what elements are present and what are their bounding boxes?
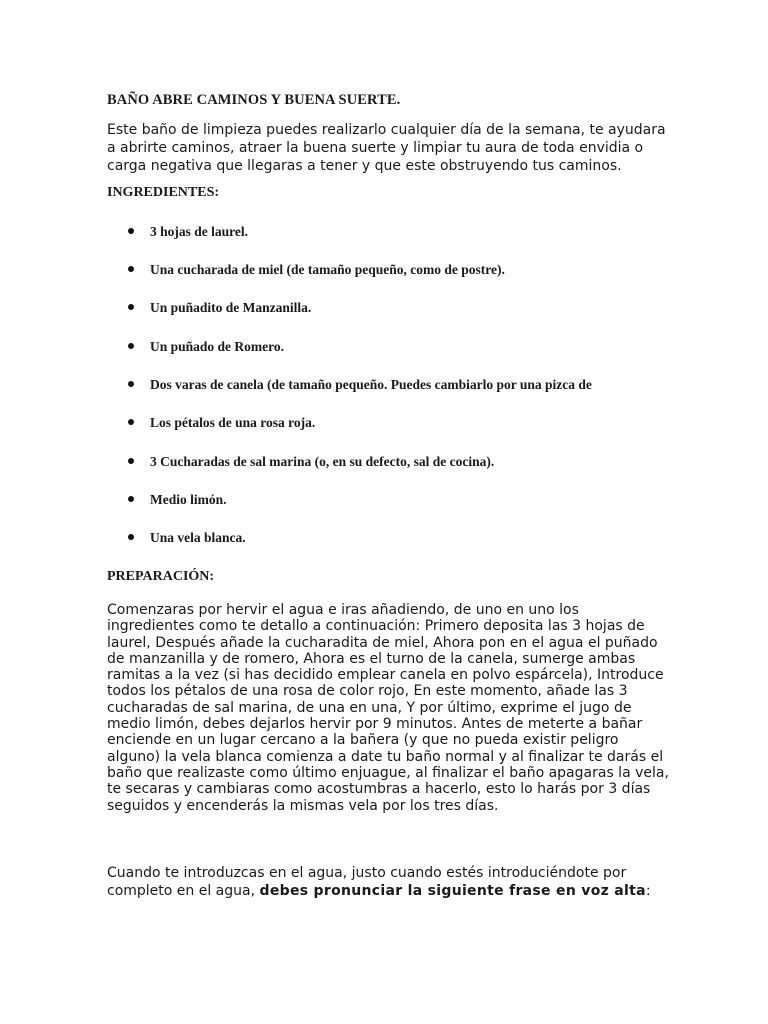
preparation-line: cucharadas de sal marina, de una en una, Y por último, exprime el jugo de (107, 699, 632, 716)
bullet-icon (128, 496, 134, 502)
preparation-line: alguno) la vela blanca comienza a date tu baño normal y al finalizar te darás el (107, 748, 664, 765)
bullet-icon (128, 381, 134, 387)
bullet-icon (128, 228, 134, 234)
bullet-icon (128, 419, 134, 425)
ingredient-item (128, 377, 592, 393)
closing-line (107, 882, 687, 900)
ingredient-text: Un puñado de Romero. (150, 339, 285, 354)
ingredient-text: Una cucharada de miel (de tamaño pequeño, como de postre). (150, 262, 505, 277)
ingredient-text: Los pétalos de una rosa roja. (150, 415, 316, 430)
ingredient-item (128, 300, 311, 316)
preparation-heading: PREPARACIÓN: (107, 569, 215, 584)
bullet-icon (128, 343, 134, 349)
preparation-line: enciende en un lugar cercano a la bañera (y que no pueda existir peligro (107, 732, 619, 749)
ingredient-item (128, 415, 315, 431)
intro-paragraph: Este baño de limpieza puedes realizarlo cualquier día de la semana, te ayudara a abrirte caminos, atraer la buena suerte y limpiar tu aura de toda envidia o carga negativa que llegaras a tener y que este obstruyendo tus caminos. (107, 122, 666, 174)
bullet-icon (128, 266, 134, 272)
ingredient-item (128, 339, 284, 355)
ingredient-text: Medio limón. (150, 492, 227, 507)
closing-colon: : (645, 883, 651, 899)
bullet-icon (128, 304, 134, 310)
bullet-icon (128, 458, 134, 464)
closing-emphasis: debes pronunciar la siguiente frase en voz alta (259, 883, 646, 899)
closing-paragraph (107, 864, 687, 900)
preparation-line: baño que realizaste como último enjuague, al finalizar el baño apagaras la vela, (107, 764, 669, 781)
preparation-line: Comenzaras por hervir el agua e iras añadiendo, de uno en uno los (107, 602, 579, 618)
closing-line: Cuando te introduzcas en el agua, justo cuando estés introduciéndote por (107, 865, 627, 881)
document-title: BAÑO ABRE CAMINOS Y BUENA SUERTE. (107, 92, 401, 108)
ingredient-item (128, 224, 248, 240)
ingredients-heading: INGREDIENTES: (107, 185, 220, 200)
preparation-line: ingredientes como te detallo a continuación: Primero deposita las 3 hojas de (107, 618, 645, 635)
ingredient-text: 3 Cucharadas de sal marina (o, en su defecto, sal de cocina). (150, 454, 495, 469)
ingredient-item (128, 262, 505, 278)
ingredient-text: Dos varas de canela (de tamaño pequeño. Puedes cambiarlo por una pizca de (150, 377, 592, 392)
preparation-line: te secaras y cambiaras como acostumbras a hacerlo, esto lo harás por 3 días (107, 781, 651, 798)
preparation-line: laurel, Después añade la cucharadita de miel, Ahora pon en el agua el puñado (107, 634, 658, 651)
ingredient-text: 3 hojas de laurel. (150, 224, 249, 239)
preparation-line: seguidos y encenderás la mismas vela por los tres días. (107, 797, 499, 814)
ingredient-text: Una vela blanca. (150, 530, 246, 545)
ingredient-item (128, 492, 227, 508)
ingredient-text: Un puñadito de Manzanilla. (150, 300, 312, 315)
closing-text: completo en el agua, (107, 883, 260, 899)
ingredient-item (128, 530, 246, 546)
preparation-line: de manzanilla y de romero, Ahora es el turno de la canela, sumerge ambas (107, 650, 636, 667)
ingredient-item (128, 454, 494, 470)
preparation-paragraph (107, 602, 697, 814)
bullet-icon (128, 534, 134, 540)
preparation-line: todos los pétalos de una rosa de color rojo, En este momento, añade las 3 (107, 683, 628, 700)
preparation-line: medio limón, debes dejarlos hervir por 9 minutos. Antes de meterte a bañar (107, 716, 643, 733)
preparation-line: ramitas a la vez (si has decidido emplear canela en polvo espárcela), Introduce (107, 667, 664, 684)
